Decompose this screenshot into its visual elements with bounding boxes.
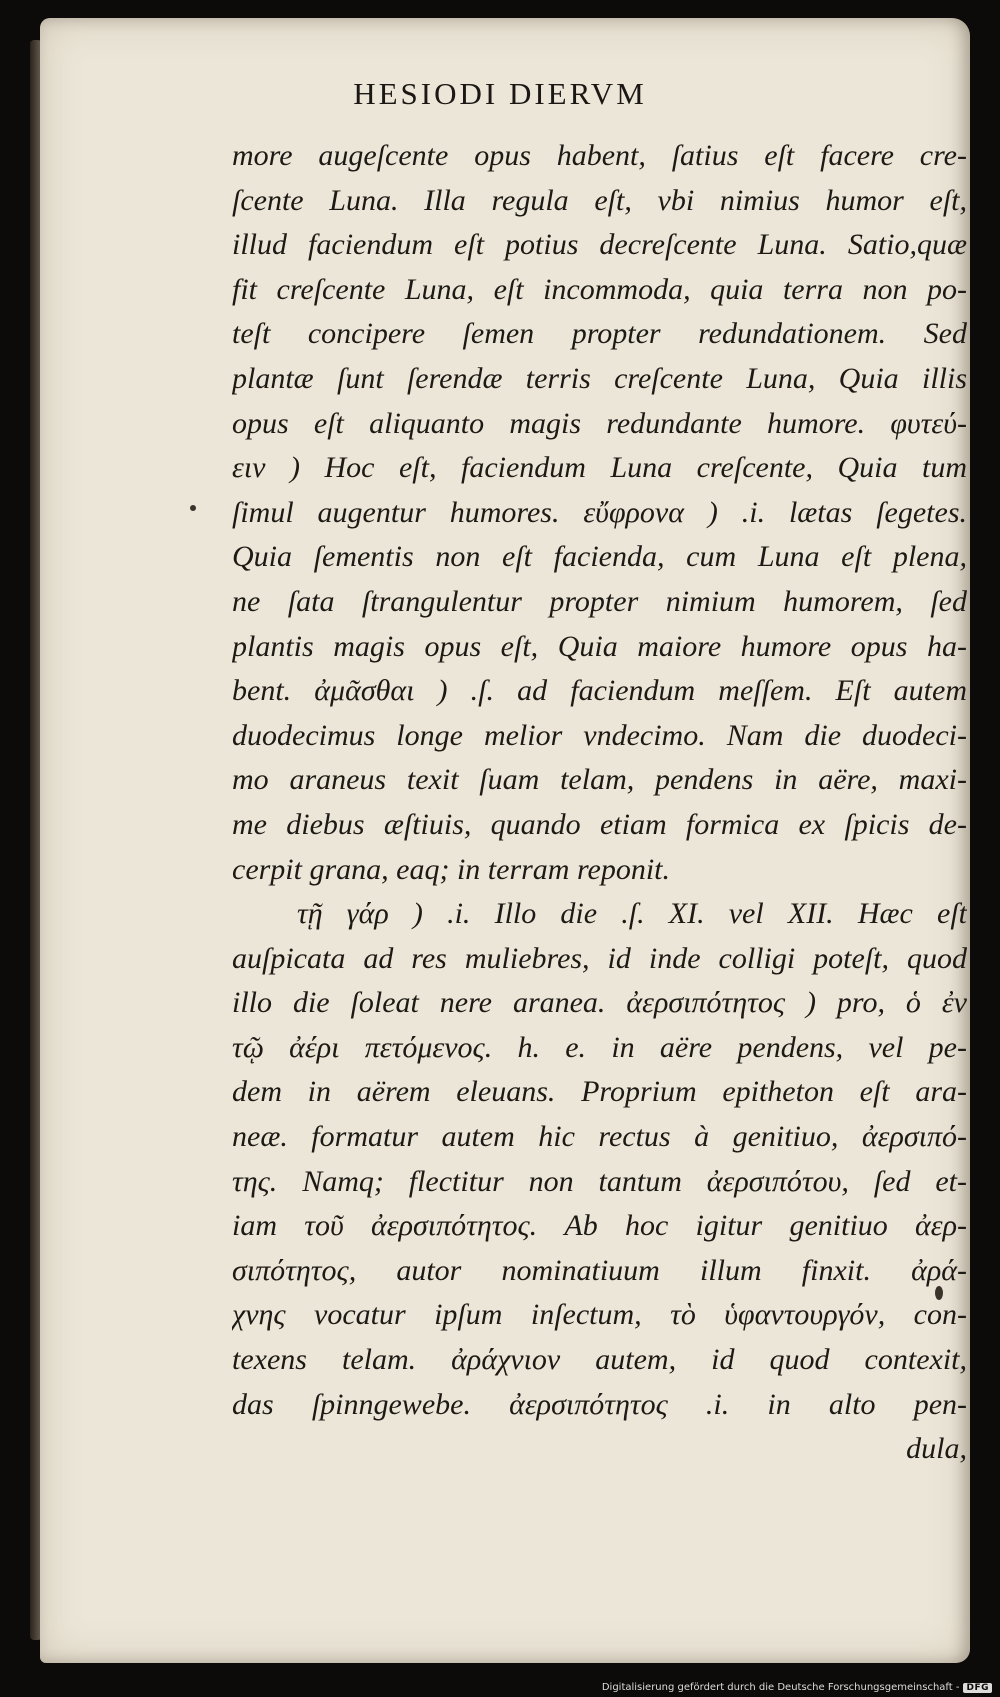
text-line: fit creſcente Luna, eſt incommoda, quia terra non po- <box>232 272 967 306</box>
credit-text: Digitalisierung gefördert durch die Deutsche Forschungsgemeinschaft - <box>601 1682 960 1693</box>
text-line: illud faciendum eſt potius decreſcente Luna. Satio,quæ <box>232 228 967 262</box>
text-line: bent. ἀμᾶσθαι ) .ſ. ad faciendum meſſem. Eſt autem <box>232 674 967 708</box>
text-line: ſimul augentur humores. εὔφρονα ) .i. lætas ſegetes. <box>232 495 967 529</box>
text-line: das ſpinngewebe. ἀερσιπότητος .i. in alto pen- <box>232 1387 967 1421</box>
text-line: ειν ) Hoc eſt, faciendum Luna creſcente, Quia tum <box>232 451 967 485</box>
paper-speck <box>190 505 196 511</box>
text-line: more augeſcente opus habent, ſatius eſt facere cre- <box>232 139 967 172</box>
text-line: opus eſt aliquanto magis redundante humore. φυτεύ- <box>232 406 967 440</box>
text-line: ne ſata ſtrangulentur propter nimium humorem, ſed <box>232 584 967 618</box>
text-line: της. Namq; flectitur non tantum ἀερσιπότου, ſed et- <box>232 1164 967 1198</box>
text-line: χνης vocatur ipſum inſectum, τὸ ὑφαντουργόν, con- <box>232 1298 967 1332</box>
running-head: HESIODI DIERVM <box>353 76 647 111</box>
text-line: mo araneus texit ſuam telam, pendens in aëre, maxi- <box>232 763 967 797</box>
text-line: me diebus æſtiuis, quando etiam formica ex ſpicis de- <box>232 807 967 841</box>
text-line: auſpicata ad res muliebres, id inde colligi poteſt, quod <box>232 941 967 975</box>
text-line: neæ. formatur autem hic rectus à genitiuo, ἀερσιπό- <box>232 1120 967 1154</box>
text-line: duodecimus longe melior vndecimo. Nam die duodeci- <box>232 718 967 752</box>
text-line: texens telam. ἀράχνιον autem, id quod contexit, <box>232 1343 967 1377</box>
text-line: dula, <box>906 1432 967 1466</box>
text-line: plantis magis opus eſt, Quia maiore humore opus ha- <box>232 629 967 663</box>
text-line: cerpit grana, eaq; in terram reponit. <box>232 852 671 886</box>
text-line: Quia ſementis non eſt facienda, cum Luna eſt plena, <box>232 540 967 574</box>
text-line: teſt concipere ſemen propter redundationem. Sed <box>232 317 967 351</box>
text-line: τῇ γάρ ) .i. Illo die .ſ. XI. vel XII. Hæc eſt <box>297 897 967 931</box>
text-line: dem in aërem eleuans. Proprium epitheton eſt ara- <box>232 1075 967 1109</box>
dfg-logo-icon: DFG <box>963 1683 992 1693</box>
text-line: ſcente Luna. Illa regula eſt, vbi nimius humor eſt, <box>232 183 967 217</box>
text-line: illo die ſoleat nere aranea. ἀερσιπότητος ) pro, ὁ ἐν <box>232 986 967 1020</box>
text-line: σιπότητος, autor nominatiuum illum finxit. ἀρά- <box>232 1253 967 1287</box>
page-body-text <box>232 134 967 1472</box>
digitization-credit <box>602 1682 992 1693</box>
text-line: plantæ ſunt ſerendæ terris creſcente Luna, Quia illis <box>232 361 967 395</box>
text-line: τῷ ἀέρι πετόμενος. h. e. in aëre pendens, vel pe- <box>232 1030 967 1064</box>
text-line: iam τοῦ ἀερσιπότητος. Ab hoc igitur genitiuo ἀερ- <box>232 1209 967 1243</box>
